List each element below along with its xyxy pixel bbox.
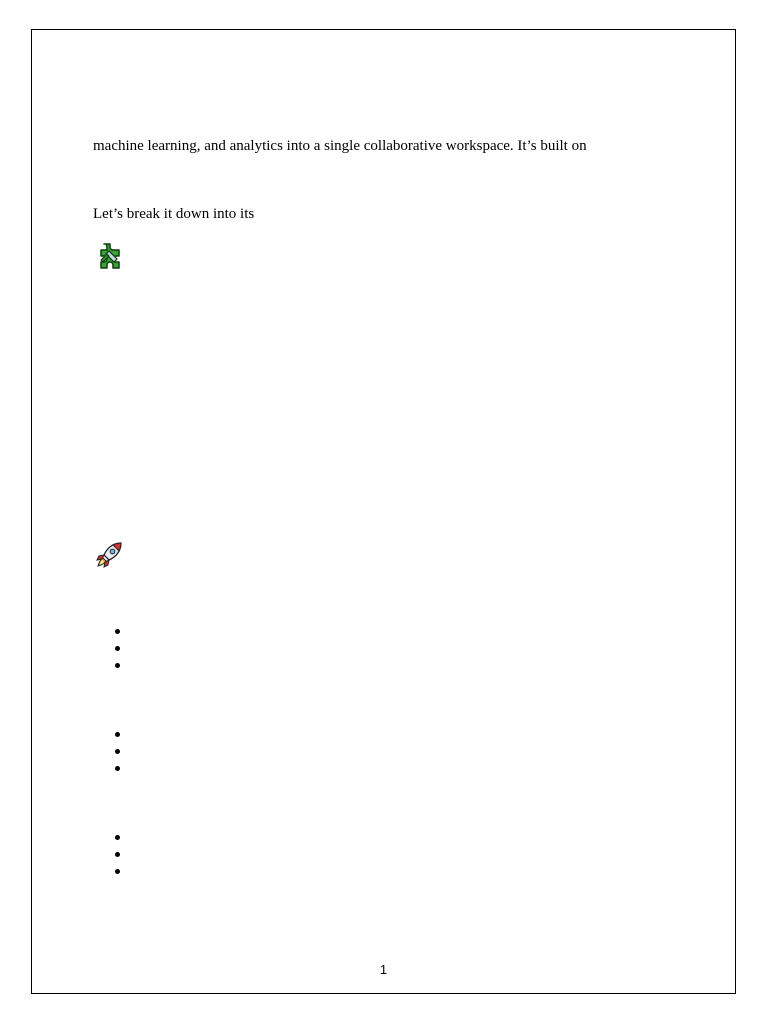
bullet-icon (115, 732, 120, 737)
bullet-icon (115, 663, 120, 668)
rocket-icon (95, 541, 123, 569)
bullet-icon (115, 852, 120, 857)
list-item (115, 829, 125, 846)
list-item (115, 863, 125, 880)
list-item (115, 846, 125, 863)
bullet-icon (115, 766, 120, 771)
list-item (115, 760, 125, 777)
bullet-icon (115, 629, 120, 634)
paragraph-line-1: machine learning, and analytics into a single collaborative workspace. It’s built on (93, 138, 587, 154)
document-page (31, 29, 736, 994)
paragraph-line-2: Let’s break it down into its (93, 206, 255, 222)
list-item (115, 743, 125, 760)
bullet-list-3 (115, 829, 125, 880)
bullet-icon (115, 749, 120, 754)
bullet-icon (115, 835, 120, 840)
list-item (115, 623, 125, 640)
bullet-icon (115, 869, 120, 874)
puzzle-piece-icon (95, 242, 123, 270)
page-number: 1 (379, 962, 388, 977)
list-item (115, 640, 125, 657)
bullet-icon (115, 646, 120, 651)
list-item (115, 726, 125, 743)
bullet-list-2 (115, 726, 125, 777)
list-item (115, 657, 125, 674)
bullet-list-1 (115, 623, 125, 674)
